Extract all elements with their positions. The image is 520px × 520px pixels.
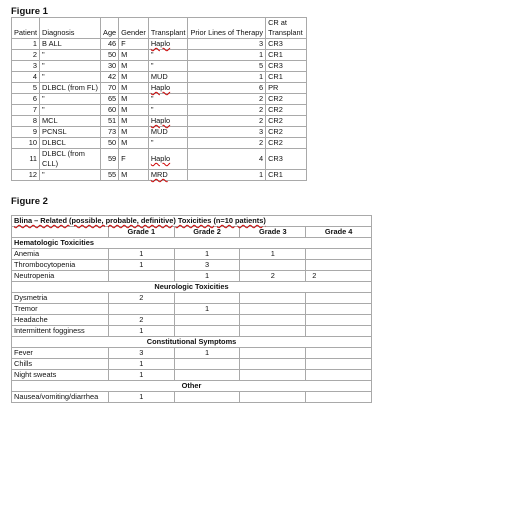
cell-prior-lines: 1	[188, 170, 266, 181]
cell-diagnosis: "	[40, 61, 101, 72]
table-row	[12, 170, 307, 181]
cell-age: 50	[101, 50, 119, 61]
grade-2-count: 1	[174, 271, 240, 282]
cell-cr-status: CR1	[266, 72, 307, 83]
section-title: Hematologic Toxicities	[12, 238, 372, 249]
cell-gender: M	[119, 138, 149, 149]
cell-gender: M	[119, 105, 149, 116]
toxicity-label: Headache	[12, 315, 109, 326]
grade-1-count	[108, 271, 174, 282]
cell-prior-lines: 2	[188, 116, 266, 127]
cell-cr-status: CR2	[266, 138, 307, 149]
grade-4-count	[306, 315, 372, 326]
cell-cr-status: PR	[266, 83, 307, 94]
table-row	[12, 326, 372, 337]
grade-2-count	[174, 359, 240, 370]
cell-transplant: "	[148, 94, 188, 105]
toxicity-label: Anemia	[12, 249, 109, 260]
grade-1-count: 1	[108, 370, 174, 381]
cell-diagnosis: B ALL	[40, 39, 101, 50]
table-row	[12, 116, 307, 127]
cell-patient: 12	[12, 170, 40, 181]
table-row	[12, 61, 307, 72]
grade-3-count: 1	[240, 249, 306, 260]
cell-cr-status: CR3	[266, 149, 307, 170]
cell-prior-lines: 6	[188, 83, 266, 94]
cell-patient: 6	[12, 94, 40, 105]
toxicity-label: Night sweats	[12, 370, 109, 381]
cell-diagnosis: PCNSL	[40, 127, 101, 138]
grade-4-count	[306, 293, 372, 304]
grade-3-count: 2	[240, 271, 306, 282]
cell-diagnosis: DLBCL (from CLL)	[40, 149, 101, 170]
table-row	[12, 249, 372, 260]
cell-cr-status: CR2	[266, 116, 307, 127]
grade-1-count: 1	[108, 249, 174, 260]
table-row	[12, 83, 307, 94]
transplant-value: Haplo	[150, 116, 171, 125]
grade-4-count	[306, 348, 372, 359]
cell-prior-lines: 5	[188, 61, 266, 72]
table-row	[12, 105, 307, 116]
cell-transplant	[148, 116, 188, 127]
table-row	[12, 149, 307, 170]
cell-patient: 8	[12, 116, 40, 127]
cell-cr-status: CR1	[266, 170, 307, 181]
grade-3-count	[240, 359, 306, 370]
transplant-value: Haplo	[150, 39, 171, 48]
cell-gender: M	[119, 94, 149, 105]
col-header-patient: Patient	[12, 18, 40, 39]
table-row	[12, 50, 307, 61]
grade-3-count	[240, 348, 306, 359]
cell-gender: M	[119, 116, 149, 127]
cell-cr-status: CR2	[266, 127, 307, 138]
toxicities-table	[11, 215, 372, 403]
cell-diagnosis: DLBCL	[40, 138, 101, 149]
cell-gender: F	[119, 149, 149, 170]
table-caption	[12, 216, 372, 227]
table-row	[12, 315, 372, 326]
grade-2-count: 3	[174, 260, 240, 271]
table-row	[12, 293, 372, 304]
toxicity-label: Tremor	[12, 304, 109, 315]
grade-1-count: 1	[108, 392, 174, 403]
grade-2-count: 1	[174, 348, 240, 359]
grade-3-count	[240, 315, 306, 326]
cell-prior-lines: 3	[188, 39, 266, 50]
grade-4-count	[306, 392, 372, 403]
cell-age: 46	[101, 39, 119, 50]
cell-transplant: "	[148, 61, 188, 72]
grade-3-count	[240, 293, 306, 304]
grade-1-count	[108, 304, 174, 315]
cell-patient: 4	[12, 72, 40, 83]
section-header-row	[12, 238, 372, 249]
cell-prior-lines: 3	[188, 127, 266, 138]
caption-text: Blina – Related (possible, probable, definitive) Toxicities (n=10 patients)	[14, 216, 266, 225]
cell-diagnosis: "	[40, 72, 101, 83]
figure-2-title: Figure 2	[11, 196, 48, 207]
grade-2-count	[174, 293, 240, 304]
patient-table-body	[12, 39, 307, 181]
cell-transplant	[148, 170, 188, 181]
cell-patient: 11	[12, 149, 40, 170]
grade-4-count	[306, 260, 372, 271]
cell-patient: 5	[12, 83, 40, 94]
grade-3-count	[240, 260, 306, 271]
cell-transplant: MUD	[148, 72, 188, 83]
section-title: Neurologic Toxicities	[12, 282, 372, 293]
cell-gender: M	[119, 50, 149, 61]
cell-transplant: MUD	[148, 127, 188, 138]
col-header-gender: Gender	[119, 18, 149, 39]
table-row	[12, 348, 372, 359]
transplant-value: Haplo	[150, 83, 171, 92]
cell-age: 51	[101, 116, 119, 127]
cell-age: 55	[101, 170, 119, 181]
toxicity-label: Nausea/vomiting/diarrhea	[12, 392, 109, 403]
grade-4-count: 2	[306, 271, 372, 282]
grade-2-count: 1	[174, 249, 240, 260]
toxicities-table-body	[12, 216, 372, 403]
col-header-cr-at-transplant: CR at Transplant	[266, 18, 307, 39]
table-row	[12, 94, 307, 105]
col-header-transplant: Transplant	[148, 18, 188, 39]
grade-4-count	[306, 370, 372, 381]
grade-1-count: 2	[108, 315, 174, 326]
cell-age: 65	[101, 94, 119, 105]
grade-1-count: 1	[108, 326, 174, 337]
grade-3-count	[240, 326, 306, 337]
toxicity-label: Fever	[12, 348, 109, 359]
table-row	[12, 127, 307, 138]
cell-gender: M	[119, 83, 149, 94]
cell-gender: F	[119, 39, 149, 50]
cell-prior-lines: 1	[188, 50, 266, 61]
cell-diagnosis: "	[40, 94, 101, 105]
cell-transplant: "	[148, 138, 188, 149]
grade-1-count: 1	[108, 359, 174, 370]
grade-2-count	[174, 392, 240, 403]
cell-age: 30	[101, 61, 119, 72]
cell-cr-status: CR2	[266, 105, 307, 116]
cell-cr-status: CR2	[266, 94, 307, 105]
table-row	[12, 304, 372, 315]
cell-patient: 10	[12, 138, 40, 149]
cell-transplant: "	[148, 105, 188, 116]
cell-diagnosis: "	[40, 170, 101, 181]
cell-cr-status: CR3	[266, 39, 307, 50]
cell-age: 73	[101, 127, 119, 138]
section-title: Constitutional Symptoms	[12, 337, 372, 348]
cell-gender: M	[119, 170, 149, 181]
grade-2-header: Grade 2	[174, 227, 240, 238]
col-header-age: Age	[101, 18, 119, 39]
grade-1-count: 2	[108, 293, 174, 304]
table-header-row	[12, 18, 307, 39]
cell-age: 60	[101, 105, 119, 116]
toxicity-label: Chills	[12, 359, 109, 370]
cell-age: 59	[101, 149, 119, 170]
cell-diagnosis: DLBCL (from FL)	[40, 83, 101, 94]
toxicity-label: Neutropenia	[12, 271, 109, 282]
cell-transplant: "	[148, 50, 188, 61]
col-header-prior-lines: Prior Lines of Therapy	[188, 18, 266, 39]
cell-gender: M	[119, 127, 149, 138]
grade-4-count	[306, 249, 372, 260]
cell-gender: M	[119, 61, 149, 72]
grade-2-count	[174, 315, 240, 326]
cell-patient: 2	[12, 50, 40, 61]
grade-3-count	[240, 304, 306, 315]
cell-cr-status: CR3	[266, 61, 307, 72]
cell-age: 42	[101, 72, 119, 83]
patient-characteristics-table	[11, 17, 307, 181]
table-row	[12, 370, 372, 381]
section-header-row	[12, 337, 372, 348]
transplant-value: Haplo	[150, 154, 171, 163]
cell-cr-status: CR1	[266, 50, 307, 61]
grade-4-count	[306, 304, 372, 315]
table-row	[12, 260, 372, 271]
grade-1-count: 3	[108, 348, 174, 359]
cell-diagnosis: "	[40, 105, 101, 116]
cell-patient: 9	[12, 127, 40, 138]
grade-2-count	[174, 370, 240, 381]
table-row	[12, 72, 307, 83]
section-header-row	[12, 381, 372, 392]
cell-age: 50	[101, 138, 119, 149]
grade-1-count: 1	[108, 260, 174, 271]
section-title: Other	[12, 381, 372, 392]
cell-patient: 7	[12, 105, 40, 116]
grade-3-count	[240, 392, 306, 403]
cell-age: 70	[101, 83, 119, 94]
cell-diagnosis: MCL	[40, 116, 101, 127]
table-row	[12, 392, 372, 403]
transplant-value: MRD	[150, 170, 168, 179]
table-row	[12, 39, 307, 50]
col-header-diagnosis: Diagnosis	[40, 18, 101, 39]
grade-2-count: 1	[174, 304, 240, 315]
grade-3-count	[240, 370, 306, 381]
grade-header-row	[12, 227, 372, 238]
toxicity-label: Thrombocytopenia	[12, 260, 109, 271]
cell-patient: 1	[12, 39, 40, 50]
grade-3-header: Grade 3	[240, 227, 306, 238]
table-row	[12, 138, 307, 149]
grade-4-count	[306, 326, 372, 337]
cell-prior-lines: 2	[188, 138, 266, 149]
figure-1-title: Figure 1	[11, 6, 48, 17]
cell-prior-lines: 2	[188, 105, 266, 116]
grade-2-count	[174, 326, 240, 337]
cell-transplant	[148, 83, 188, 94]
grade-4-count	[306, 359, 372, 370]
cell-prior-lines: 4	[188, 149, 266, 170]
grade-4-header: Grade 4	[306, 227, 372, 238]
grade-1-header: Grade 1	[108, 227, 174, 238]
cell-prior-lines: 2	[188, 94, 266, 105]
blank-header-cell	[12, 227, 109, 238]
toxicity-label: Dysmetria	[12, 293, 109, 304]
table-row	[12, 271, 372, 282]
cell-prior-lines: 1	[188, 72, 266, 83]
cell-patient: 3	[12, 61, 40, 72]
cell-diagnosis: "	[40, 50, 101, 61]
section-header-row	[12, 282, 372, 293]
toxicity-label: Intermittent fogginess	[12, 326, 109, 337]
cell-gender: M	[119, 72, 149, 83]
cell-transplant	[148, 39, 188, 50]
table-row	[12, 359, 372, 370]
cell-transplant	[148, 149, 188, 170]
